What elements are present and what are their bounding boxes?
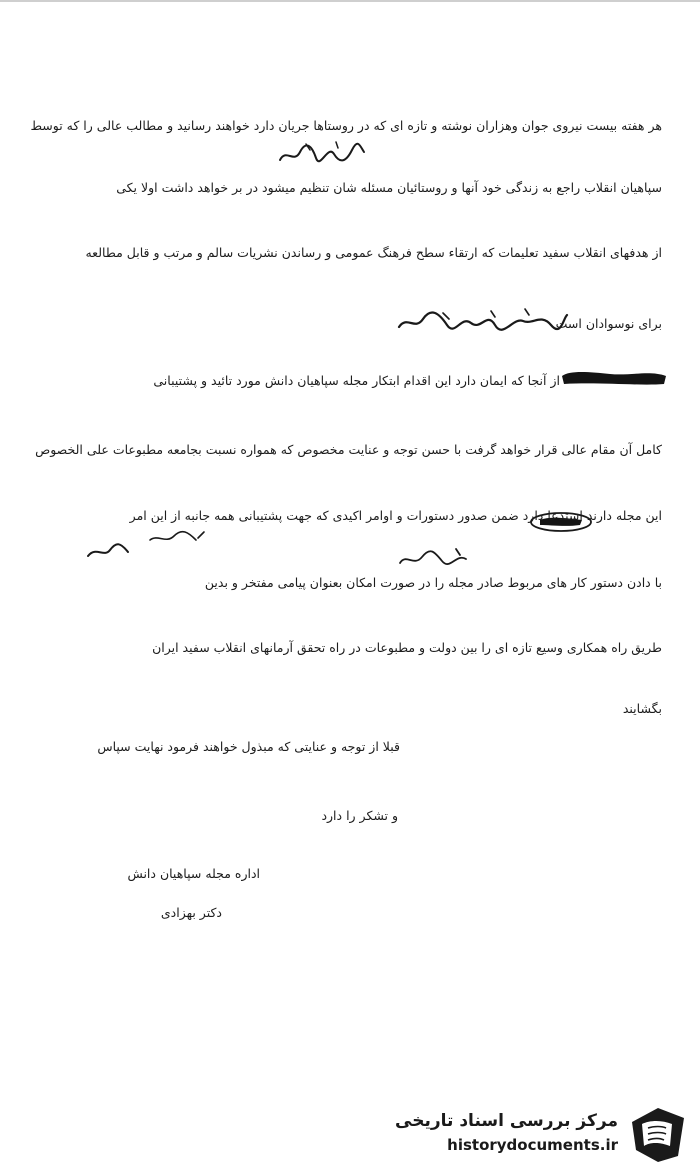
letter-line-8: با دادن دستور کار های مربوط صادر مجله را در صورت امکان بعنوان پیامی مفتخر و بدین <box>204 575 662 590</box>
letter-line-2: سپاهیان انقلاب راجع به زندگی خود آنها و روستائیان مسئله شان تنظیم میشود در بر خواهد داشت اولا یکی <box>116 180 662 195</box>
letter-line-9: طریق راه همکاری وسیع تازه ای را بین دولت و مطبوعات در راه تحقق آرمانهای انقلاب سفید ایران <box>152 640 662 655</box>
handwritten-insertion <box>276 140 366 168</box>
letter-line-11: قبلا از توجه و عنایتی که مبذول خواهند فرمود نهایت سپاس <box>97 739 400 754</box>
letter-line-5: از آنجا که ایمان دارد این اقدام ابتکار مجله سپاهیان دانش مورد تائید و پشتیبانی <box>153 373 560 388</box>
watermark-title: مرکز بررسی اسناد تاریخی <box>395 1111 618 1131</box>
watermark-url: historydocuments.ir <box>447 1136 618 1154</box>
scan-edge-divider <box>0 0 700 2</box>
signature-office: اداره مجله سپاهیان دانش <box>127 866 260 881</box>
letter-line-4: برای نوسوادان است <box>555 316 662 331</box>
letter-line-6: کامل آن مقام عالی قرار خواهد گرفت با حسن توجه و عنایت مخصوص که همواره نسبت بجامعه مطبوعات علی الخصوص <box>35 442 662 457</box>
letter-line-3: از هدفهای انقلاب سفید تعلیمات که ارتقاء سطح فرهنگ عمومی و رساندن نشریات سالم و مرتب و قابل مطالعه <box>85 245 662 260</box>
letter-line-1: هر هفته بیست نیروی جوان وهزاران نوشته و تازه ای که در روستاها جریان دارد خواهند رسانید و مطالب عالی را که توسط <box>30 118 662 133</box>
handwritten-margin-note <box>80 528 220 564</box>
handwritten-phrase <box>395 305 570 337</box>
letter-line-12: و تشکر را دارد <box>321 808 398 823</box>
book-emblem-icon <box>628 1104 688 1164</box>
letter-line-10: بگشایند <box>622 701 662 716</box>
ink-correction-blot <box>560 368 668 388</box>
signature-name: دکتر بهزادی <box>160 905 222 920</box>
letter-line-7: این مجله دارند استدعا دارد ضمن صدور دستورات و اوامر اکیدی که جهت پشتیبانی همه جانبه از این امر <box>129 508 662 523</box>
handwritten-insertion-2 <box>396 545 476 571</box>
